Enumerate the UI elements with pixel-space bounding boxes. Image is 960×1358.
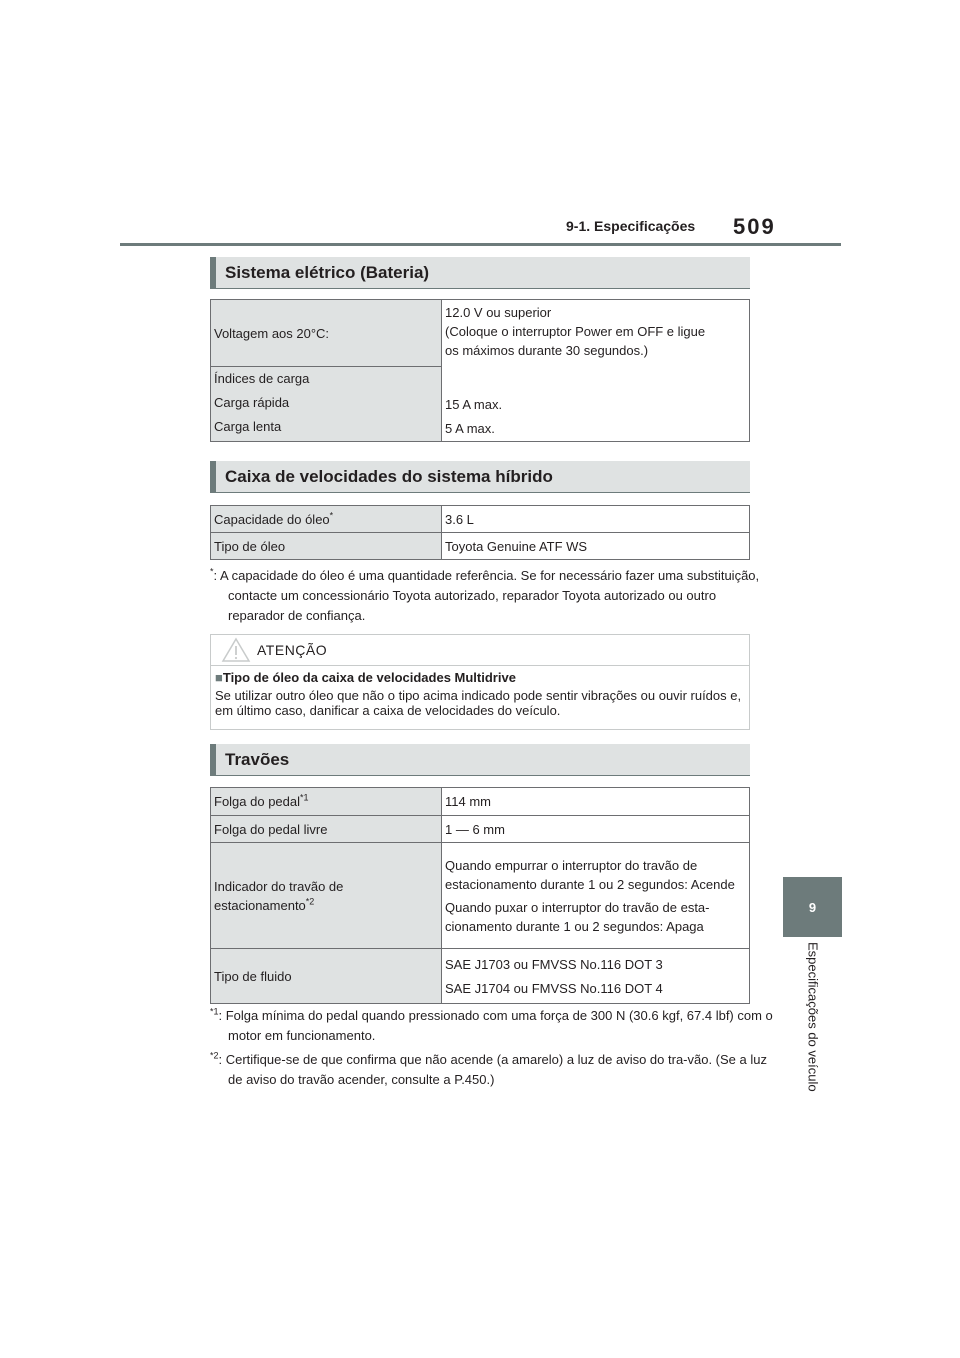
- caution-box: [210, 634, 750, 730]
- warning-triangle-icon: [221, 637, 251, 663]
- oil-capacity-value: 3.6 L: [442, 506, 750, 533]
- section-title-transmission: Caixa de velocidades do sistema híbrido: [210, 461, 750, 493]
- chapter-title-text: Especificações do veículo: [805, 942, 821, 1092]
- caution-header: [211, 635, 749, 666]
- pedal-free-play-label: Folga do pedal livre: [211, 816, 442, 843]
- brakes-table: [210, 787, 750, 1004]
- parking-brake-off: Quando puxar o interruptor do travão de esta-cionamento durante 1 ou 2 segundos: Apaga: [445, 899, 710, 934]
- parking-brake-indicator-value: [442, 843, 750, 949]
- fluid-type-label: Tipo de fluido: [211, 949, 442, 1004]
- charge-rates-label: Índices de carga: [214, 371, 310, 386]
- oil-type-label: Tipo de óleo: [211, 533, 442, 560]
- slow-charge-label: Carga lenta: [214, 419, 282, 434]
- oil-capacity-label: Capacidade do óleo*: [211, 506, 442, 533]
- fluid-type-value: SAE J1703 ou FMVSS No.116 DOT 3 SAE J1704 ou FMVSS No.116 DOT 4: [442, 949, 750, 1004]
- page-number: 509: [733, 214, 776, 239]
- chapter-title: [803, 942, 823, 1122]
- parking-brake-on: Quando empurrar o interruptor do travão de estacionamento durante 1 ou 2 segundos: Acende: [445, 857, 735, 892]
- section-title-electrical: Sistema elétrico (Bateria): [210, 257, 750, 289]
- header-divider: [120, 243, 841, 246]
- oil-type-value: Toyota Genuine ATF WS: [442, 533, 750, 560]
- brakes-footnote-2: $^{*2}$: Certifique-se de que confirma que não acende (a amarelo) a luz de aviso do tra-vão. (Se a luz de aviso do travão acender, consulte a P.450.): [210, 1050, 767, 1087]
- voltage-label: Voltagem aos 20°C:: [211, 300, 442, 367]
- fast-charge-value: 15 A max.: [445, 397, 503, 412]
- voltage-note-2: os máximos durante 30 segundos.): [445, 343, 649, 358]
- electrical-values: [442, 300, 750, 442]
- parking-brake-indicator-label: Indicador do travão de estacionamento$^{*2}$: [211, 843, 442, 949]
- pedal-free-play-value: 1 — 6 mm: [442, 816, 750, 843]
- charge-rates-cell: [211, 367, 442, 442]
- voltage-value: 12.0 V ou superior: [445, 305, 552, 320]
- electrical-table: [210, 299, 750, 442]
- caution-title: ATENÇÃO: [257, 642, 328, 658]
- pedal-clearance-value: 114 mm: [442, 788, 750, 816]
- transmission-footnote: *: A capacidade do óleo é uma quantidade referência. Se for necessário fazer uma substituição, contacte um concessionário Toyota autorizado, reparador Toyota autorizado ou outro reparador de confiança.: [210, 566, 760, 623]
- brakes-footnote-1: $^{*1}$: Folga mínima do pedal quando pressionado com uma força de 300 N (30.6 kgf, 67.4 lbf) com o motor em funcionamento.: [210, 1006, 773, 1043]
- voltage-note-1: (Coloque o interruptor Power em OFF e ligue: [445, 324, 706, 339]
- transmission-table: [210, 505, 750, 560]
- pedal-clearance-label: Folga do pedal$^{*1}$: [211, 788, 442, 816]
- slow-charge-value: 5 A max.: [445, 421, 495, 436]
- fast-charge-label: Carga rápida: [214, 395, 290, 410]
- chapter-tab[interactable]: 9: [783, 877, 842, 937]
- section-title-brakes: Travões: [210, 744, 750, 776]
- caution-text: Se utilizar outro óleo que não o tipo acima indicado pode sentir vibrações ou ouvir ruídos e, em último caso, danificar a caixa de velocidades do veículo.: [215, 688, 742, 718]
- section-header: 9-1. Especificações: [566, 218, 696, 234]
- caution-subtitle: ■Tipo de óleo da caixa de velocidades Multidrive: [215, 670, 516, 685]
